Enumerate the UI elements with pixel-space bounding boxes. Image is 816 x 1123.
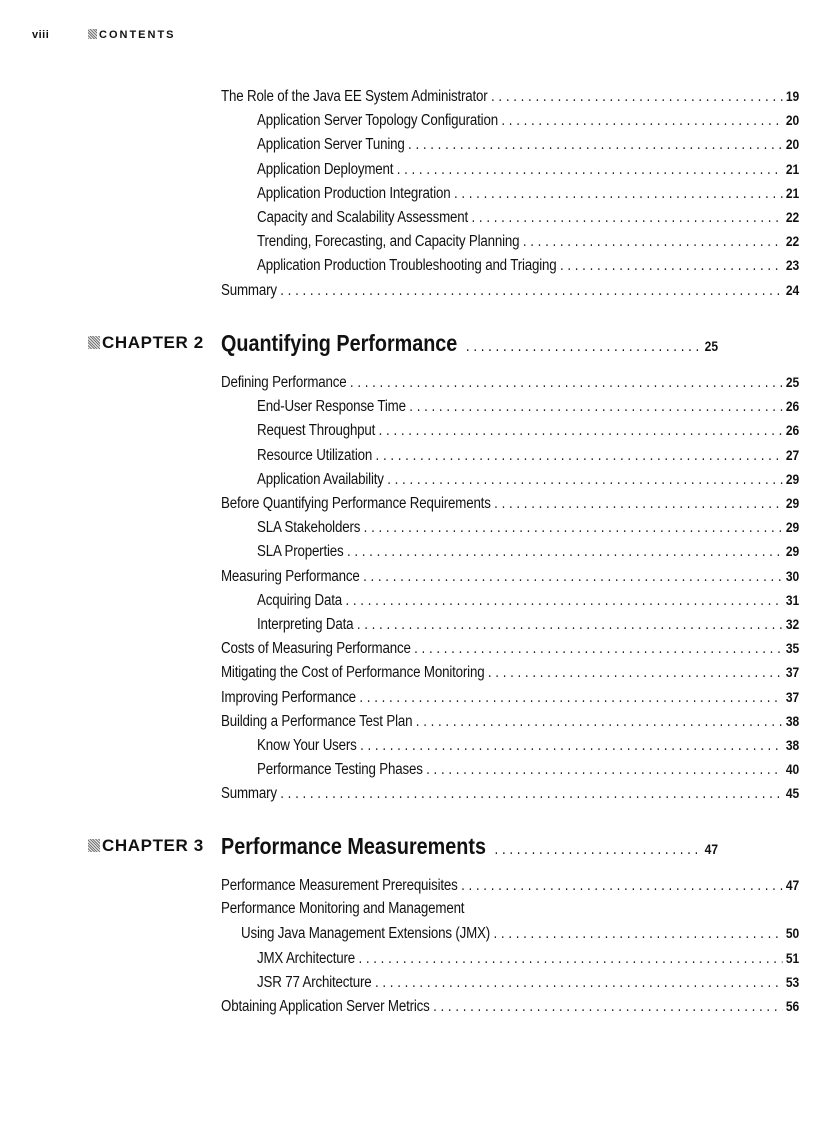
toc-entry-title: Resource Utilization	[257, 446, 373, 464]
toc-entry[interactable]	[221, 662, 799, 682]
toc-entry-title: Application Production Integration	[257, 184, 451, 202]
toc-entry-page: 20	[785, 112, 799, 129]
dot-leader	[409, 397, 782, 417]
dot-leader	[495, 841, 701, 859]
chapter-2-title: Quantifying Performance	[221, 330, 458, 356]
dot-leader	[360, 736, 782, 756]
dot-leader	[488, 663, 783, 683]
toc-entry[interactable]	[257, 207, 799, 227]
toc-entry-page: 29	[785, 543, 799, 560]
toc-entry-title: Application Server Topology Configuration	[257, 112, 498, 130]
dot-leader	[397, 160, 783, 180]
dot-leader	[280, 281, 782, 301]
toc-entry-title: Capacity and Scalability Assessment	[257, 209, 469, 226]
toc-entry-page: 23	[785, 257, 799, 274]
dot-leader	[347, 542, 783, 562]
toc-entry-page: 50	[785, 925, 799, 942]
toc-entry-page: 56	[785, 998, 799, 1014]
toc-entry-title: Before Quantifying Performance Requirements	[221, 495, 491, 512]
running-head-title	[88, 29, 176, 41]
toc-entry-title: Costs of Measuring Performance	[221, 640, 411, 658]
toc-entry-title: Acquiring Data	[257, 591, 343, 609]
dot-leader	[350, 373, 783, 393]
toc-entry-page: 32	[785, 616, 799, 632]
toc-entry-page: 22	[785, 233, 799, 250]
toc-entry[interactable]	[257, 255, 799, 275]
dot-leader	[357, 615, 783, 635]
toc-entry[interactable]	[257, 396, 799, 416]
toc-entry-page: 21	[785, 160, 799, 177]
chapter-2-label: CHAPTER 2	[88, 333, 204, 353]
toc-entry-title: Request Throughput	[257, 422, 376, 440]
toc-entry-title: Application Deployment	[257, 160, 394, 178]
chapter-2-page: 25	[704, 338, 719, 354]
toc-entry-page: 29	[785, 495, 799, 511]
toc-entry[interactable]	[257, 590, 799, 610]
toc-entry[interactable]	[221, 493, 799, 513]
toc-entry-title: End-User Response Time	[257, 398, 406, 416]
toc-entry-title: Summary	[221, 281, 277, 299]
toc-entry[interactable]	[257, 541, 799, 561]
dot-leader	[461, 876, 782, 896]
toc-entry[interactable]	[221, 566, 799, 586]
toc-entry-title: Application Production Troubleshooting and Triaging	[257, 257, 557, 275]
toc-entry-page: 29	[785, 519, 799, 536]
toc-entry[interactable]	[221, 996, 799, 1016]
dot-leader	[345, 591, 782, 611]
toc-entry-page: 19	[785, 88, 799, 104]
chapter-2-heading[interactable]	[221, 330, 718, 357]
toc-entry-page: 24	[785, 281, 799, 298]
toc-entry-title: Obtaining Application Server Metrics	[221, 998, 430, 1015]
toc-entry-title: Using Java Management Extensions (JMX)	[241, 925, 491, 943]
toc-entry-title: SLA Stakeholders	[257, 519, 361, 537]
toc-entry-title: Performance Measurement Prerequisites	[221, 877, 458, 894]
toc-entry-page: 31	[785, 591, 799, 608]
toc-entry[interactable]	[241, 923, 799, 943]
toc-entry-page: 53	[785, 973, 799, 990]
toc-entry[interactable]	[257, 972, 799, 992]
toc-entry[interactable]	[257, 445, 799, 465]
dot-leader	[363, 567, 782, 587]
dot-leader	[426, 760, 782, 780]
toc-entry-title: Summary	[221, 785, 277, 803]
dot-leader	[376, 446, 783, 466]
toc-entry[interactable]	[221, 86, 799, 106]
toc-entry[interactable]	[221, 687, 799, 707]
dot-leader	[358, 949, 782, 969]
toc-entry-page: 20	[785, 136, 799, 153]
toc-entry-title: Trending, Forecasting, and Capacity Planning	[257, 233, 520, 251]
dot-leader	[414, 639, 782, 659]
toc-entry[interactable]	[221, 783, 799, 803]
toc-entry-title: JMX Architecture	[257, 949, 355, 967]
toc-entry-page: 35	[785, 640, 799, 657]
square-bullet-icon	[88, 336, 100, 349]
toc-entry[interactable]	[221, 638, 799, 658]
dot-leader	[454, 184, 783, 204]
dot-leader	[433, 997, 782, 1017]
toc-entry-title: Performance Monitoring and Management	[221, 900, 465, 918]
toc-entry-title: Application Server Tuning	[257, 136, 405, 154]
toc-entry-title: Know Your Users	[257, 737, 357, 754]
toc-entry-page: 26	[785, 398, 799, 415]
dot-leader	[408, 135, 782, 155]
toc-entry-page: 38	[785, 712, 799, 729]
toc-entry[interactable]	[257, 469, 799, 489]
dot-leader	[375, 973, 783, 993]
toc-entry[interactable]	[221, 372, 799, 392]
page-folio: viii	[32, 29, 50, 41]
chapter-3-title: Performance Measurements	[221, 833, 486, 859]
dot-leader	[501, 111, 782, 131]
dot-leader	[494, 494, 782, 514]
toc-entry[interactable]	[221, 711, 799, 731]
square-bullet-icon	[88, 839, 100, 852]
dot-leader	[472, 208, 783, 228]
toc-entry-page: 47	[785, 877, 799, 893]
toc-entry-title: Improving Performance	[221, 688, 356, 706]
toc-entry[interactable]	[221, 899, 799, 919]
toc-entry[interactable]	[257, 231, 799, 251]
toc-entry-page: 37	[785, 688, 799, 705]
dot-leader	[280, 784, 782, 804]
dot-leader	[364, 518, 783, 538]
dot-leader	[466, 338, 700, 356]
toc-entry[interactable]	[257, 110, 799, 130]
toc-entry[interactable]	[257, 134, 799, 154]
toc-entry-title: JSR 77 Architecture	[257, 973, 372, 991]
toc-entry-page: 30	[785, 567, 799, 584]
dot-leader	[491, 87, 782, 107]
toc-entry-page: 27	[785, 446, 799, 463]
toc-entry-title: The Role of the Java EE System Administrator	[221, 88, 488, 105]
toc-entry-page: 37	[785, 664, 799, 681]
dot-leader	[387, 470, 782, 490]
toc-entry[interactable]	[257, 420, 799, 440]
toc-entry-title: Application Availability	[257, 470, 384, 488]
toc-entry-page: 22	[785, 209, 799, 225]
chapter-3-label: CHAPTER 3	[88, 836, 204, 856]
dot-leader	[560, 256, 783, 276]
toc-entry[interactable]	[221, 875, 799, 895]
dot-leader	[494, 924, 783, 944]
toc-entry-title: Defining Performance	[221, 374, 347, 391]
toc-entry[interactable]	[257, 517, 799, 537]
dot-leader	[523, 232, 783, 252]
toc-entry-page: 40	[785, 761, 799, 778]
section-label: CONTENTS	[99, 29, 176, 41]
toc-entry-title: Building a Performance Test Plan	[221, 712, 413, 730]
dot-leader	[359, 688, 782, 708]
toc-entry[interactable]	[257, 159, 799, 179]
toc-entry[interactable]	[257, 735, 799, 755]
toc-entry[interactable]	[257, 614, 799, 634]
toc-entry-page: 21	[785, 184, 799, 201]
toc-entry-page: 26	[785, 422, 799, 439]
toc-entry[interactable]	[221, 280, 799, 300]
toc-entry-title: Interpreting Data	[257, 616, 354, 633]
toc-entry-page: 45	[785, 785, 799, 802]
toc-entry-title: Measuring Performance	[221, 567, 360, 585]
chapter-3-heading[interactable]	[221, 833, 718, 860]
toc-entry-page: 38	[785, 737, 799, 753]
toc-entry-title: Performance Testing Phases	[257, 761, 423, 779]
toc-entry[interactable]	[257, 759, 799, 779]
toc-entry[interactable]	[257, 183, 799, 203]
chapter-3-page: 47	[704, 841, 719, 857]
toc-entry-page: 51	[785, 949, 799, 966]
dot-leader	[379, 421, 783, 441]
toc-entry-title: Mitigating the Cost of Performance Monitoring	[221, 664, 485, 682]
toc-entry[interactable]	[257, 948, 799, 968]
toc-entry-page: 29	[785, 470, 799, 487]
square-bullet-icon	[88, 29, 97, 39]
dot-leader	[416, 712, 783, 732]
toc-entry-page: 25	[785, 374, 799, 390]
toc-entry-title: SLA Properties	[257, 543, 344, 561]
